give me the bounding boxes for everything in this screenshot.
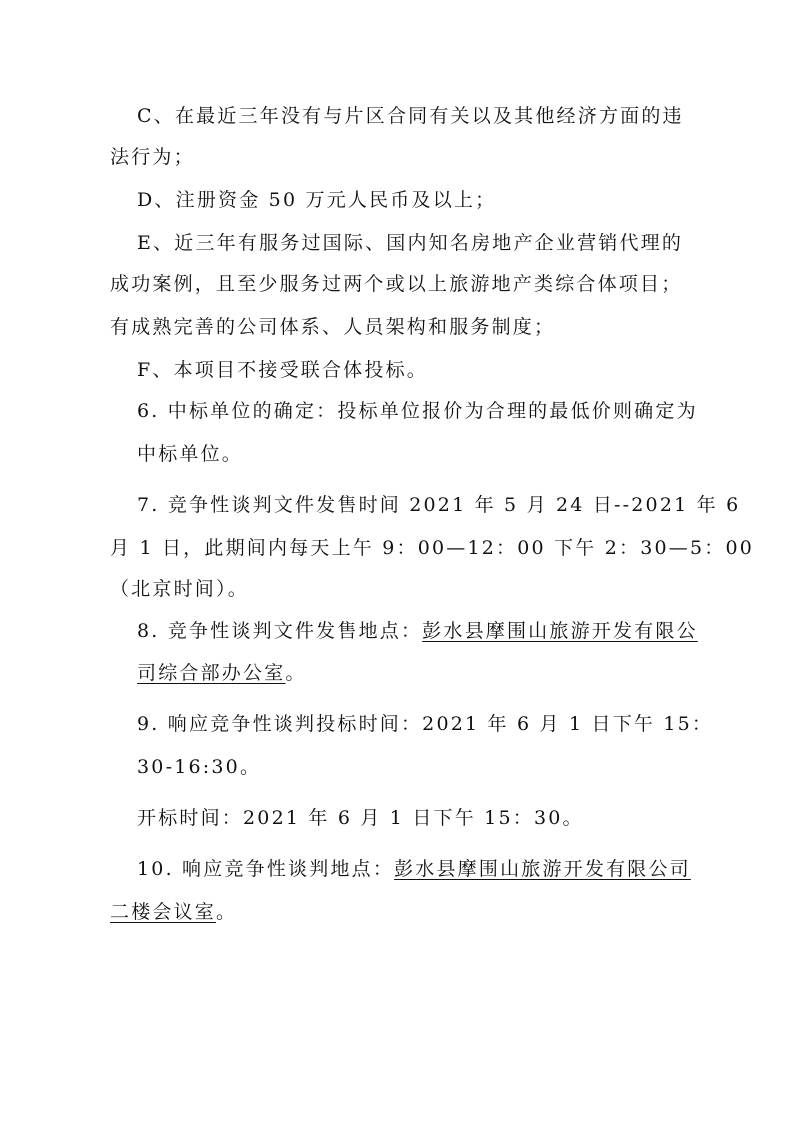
text-line: F、本项目不接受联合体投标。 (137, 359, 428, 381)
text-line: 中标单位。 (137, 443, 244, 465)
underlined-location: 彭水县摩围山旅游开发有限公 (422, 620, 698, 642)
underlined-location: 彭水县摩围山旅游开发有限公司 (394, 858, 691, 880)
label-response-location: 10. 响应竞争性谈判地点： (137, 858, 395, 880)
text-line (137, 856, 691, 882)
text-line: （北京时间）。 (110, 578, 249, 600)
text-line (110, 899, 237, 925)
text-line: E、近三年有服务过国际、国内知名房地产企业营销代理的 (137, 232, 684, 254)
text-line: D、注册资金 50 万元人民币及以上； (137, 189, 497, 211)
punctuation: 。 (216, 901, 238, 923)
label-sale-location: 8. 竞争性谈判文件发售地点： (137, 620, 423, 642)
text-line: 法行为； (110, 146, 195, 168)
underlined-location: 二楼会议室 (110, 901, 217, 923)
text-line: 6. 中标单位的确定：投标单位报价为合理的最低价则确定为 (137, 400, 698, 422)
text-line (137, 618, 698, 644)
text-line: 开标时间：2021 年 6 月 1 日下午 15：30。 (137, 807, 584, 829)
text-line (137, 660, 307, 686)
text-line: C、在最近三年没有与片区合同有关以及其他经济方面的违 (137, 105, 684, 127)
text-line: 9. 响应竞争性谈判投标时间：2021 年 6 月 1 日下午 15： (137, 713, 714, 735)
punctuation: 。 (285, 662, 307, 684)
text-line: 有成熟完善的公司体系、人员架构和服务制度； (110, 316, 556, 338)
text-line: 30-16:30。 (137, 756, 262, 778)
text-line: 月 1 日，此期间内每天上午 9：00—12：00 下午 2：30—5：00 (110, 537, 755, 559)
text-line: 7. 竞争性谈判文件发售时间 2021 年 5 月 24 日--2021 年 6 (137, 494, 741, 516)
text-line: 成功案例，且至少服务过两个或以上旅游地产类综合体项目； (110, 273, 683, 295)
underlined-location: 司综合部办公室 (137, 662, 286, 684)
